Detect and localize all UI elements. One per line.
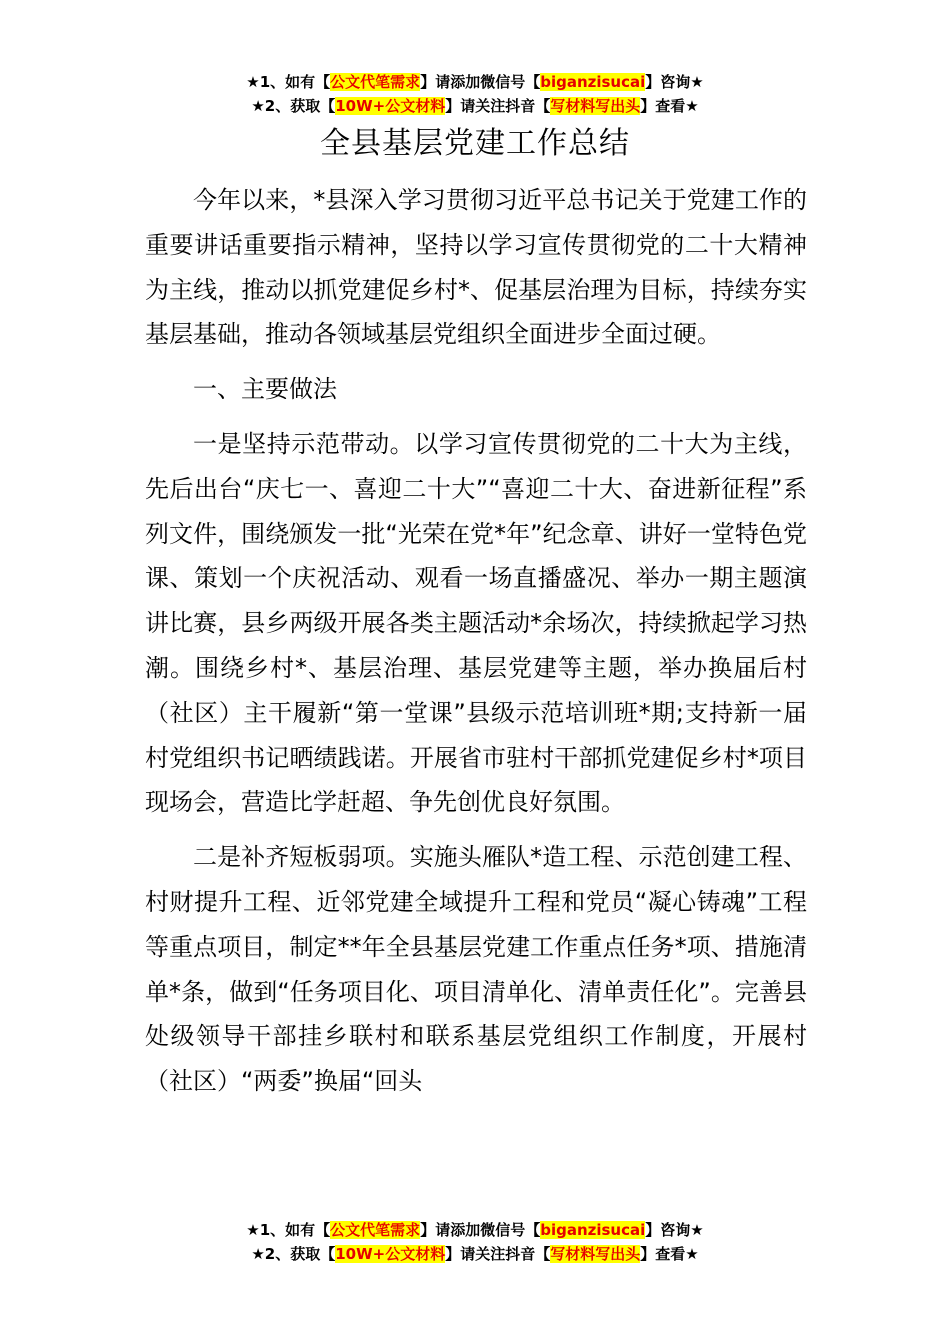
document-body (145, 178, 807, 1114)
banner-text: 】咨询★ (645, 73, 704, 91)
top-banner (0, 70, 950, 118)
banner-text: 】请添加微信号【 (420, 73, 541, 91)
banner-line-1 (0, 70, 950, 94)
banner-text: 】查看★ (640, 1245, 699, 1263)
banner-line-2 (0, 1242, 950, 1266)
banner-highlight: 10W+公文材料 (335, 1245, 446, 1263)
banner-text: ★2、获取【 (251, 97, 336, 115)
banner-highlight: biganzisucai (540, 1221, 646, 1239)
section-heading: 一、主要做法 (193, 375, 337, 404)
banner-highlight: biganzisucai (540, 73, 646, 91)
banner-text: 】请关注抖音【 (445, 1245, 551, 1263)
banner-line-1 (0, 1218, 950, 1242)
banner-text: 】请关注抖音【 (445, 97, 551, 115)
bottom-banner (0, 1218, 950, 1266)
body-paragraph: 一是坚持示范带动。以学习宣传贯彻党的二十大为主线，先后出台“庆七一、喜迎二十大”“喜迎二十大、奋进新征程”系列文件，围绕颁发一批“光荣在党*年”纪念章、讲好一堂特色党课、策划一个庆祝活动、观看一场直播盛况、举办一期主题演讲比赛，县乡两级开展各类主题活动*余场次，持续掀起学习热潮。围绕乡村*、基层治理、基层党建等主题，举办换届后村（社区）主干履新“第一堂课”县级示范培训班*期;支持新一届村党组织书记晒绩践诺。开展省市驻村干部抓党建促乡村*项目现场会，营造比学赶超、争先创优良好氛围。 (145, 429, 807, 817)
banner-highlight: 公文代笔需求 (330, 1221, 421, 1239)
banner-highlight: 写材料写出头 (550, 97, 641, 115)
banner-line-2 (0, 94, 950, 118)
banner-text: 】请添加微信号【 (420, 1221, 541, 1239)
banner-text: ★1、如有【 (246, 73, 331, 91)
banner-highlight: 10W+公文材料 (335, 97, 446, 115)
intro-paragraph: 今年以来，*县深入学习贯彻习近平总书记关于党建工作的重要讲话重要指示精神，坚持以学习宣传贯彻党的二十大精神为主线，推动以抓党建促乡村*、促基层治理为目标，持续夯实基层基础，推动各领域基层党组织全面进步全面过硬。 (145, 186, 807, 349)
banner-highlight: 公文代笔需求 (330, 73, 421, 91)
page-title: 全县基层党建工作总结 (320, 126, 630, 161)
banner-text: 】查看★ (640, 97, 699, 115)
body-paragraph: 二是补齐短板弱项。实施头雁队*造工程、示范创建工程、村财提升工程、近邻党建全域提升工程和党员“凝心铸魂”工程等重点项目，制定**年全县基层党建工作重点任务*项、措施清单*条，做到“任务项目化、项目清单化、清单责任化”。完善县处级领导干部挂乡联村和联系基层党组织工作制度，开展村（社区）“两委”换届“回头 (145, 843, 807, 1096)
banner-text: 】咨询★ (645, 1221, 704, 1239)
banner-highlight: 写材料写出头 (550, 1245, 641, 1263)
banner-text: ★2、获取【 (251, 1245, 336, 1263)
banner-text: ★1、如有【 (246, 1221, 331, 1239)
